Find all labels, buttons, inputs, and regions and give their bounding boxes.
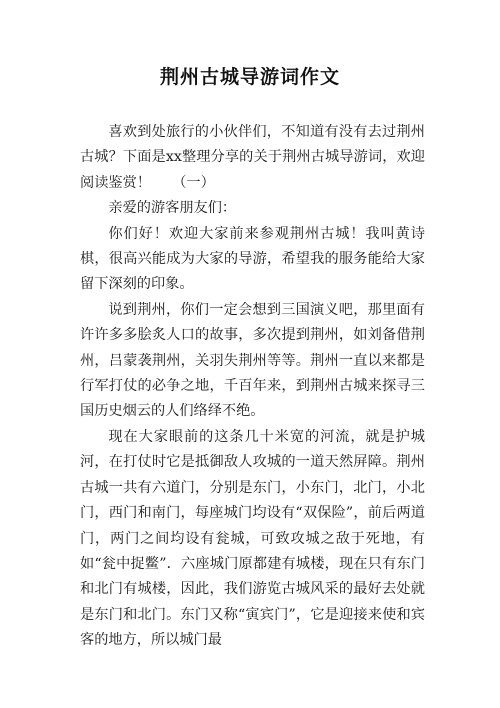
paragraph-intro: 喜欢到处旅行的小伙伴们，不知道有没有去过荆州古城？下面是xx整理分享的关于荆州古城导游词，欢迎阅读鉴赏！ （一） xyxy=(80,124,425,191)
paragraph-greeting: 亲爱的游客朋友们： xyxy=(108,200,237,217)
paragraph-moat-gates: 现在大家眼前的这条几十米宽的河流，就是护城河，在打仗时它是抵御敌人攻城的一道天然屏障。荆州古城一共有六道门，分别是东门，小东门，北门，小北门，西门和南门，每座城门均设有“双保险”，前后两道门，两门之间均设有瓮城，可致攻城之敌于死地，有如“瓮中捉鳖”．六座城门原都建有城楼，现在只有东门和北门有城楼，因此，我们游览古城风采的最好去处就是东门和北门。东门又称“寅宾门”，它是迎接来使和宾客的地方，所以城门最 xyxy=(80,428,425,649)
paragraph-history: 说到荆州，你们一定会想到三国演义吧，那里面有许许多多脍炙人口的故事，多次提到荆州，如刘备借荆州，吕蒙袭荆州，关羽失荆州等等。荆州一直以来都是行军打仗的必争之地，千百年来，到荆州古城来探寻三国历史烟云的人们络绎不绝。 xyxy=(80,301,425,420)
document-title: 荆州古城导游词作文 xyxy=(159,66,340,88)
document-body xyxy=(80,120,425,654)
paragraph-welcome: 你们好！欢迎大家前来参观荆州古城！我叫黄诗棋，很高兴能成为大家的导游，希望我的服务能给大家留下深刻的印象。 xyxy=(80,225,425,293)
